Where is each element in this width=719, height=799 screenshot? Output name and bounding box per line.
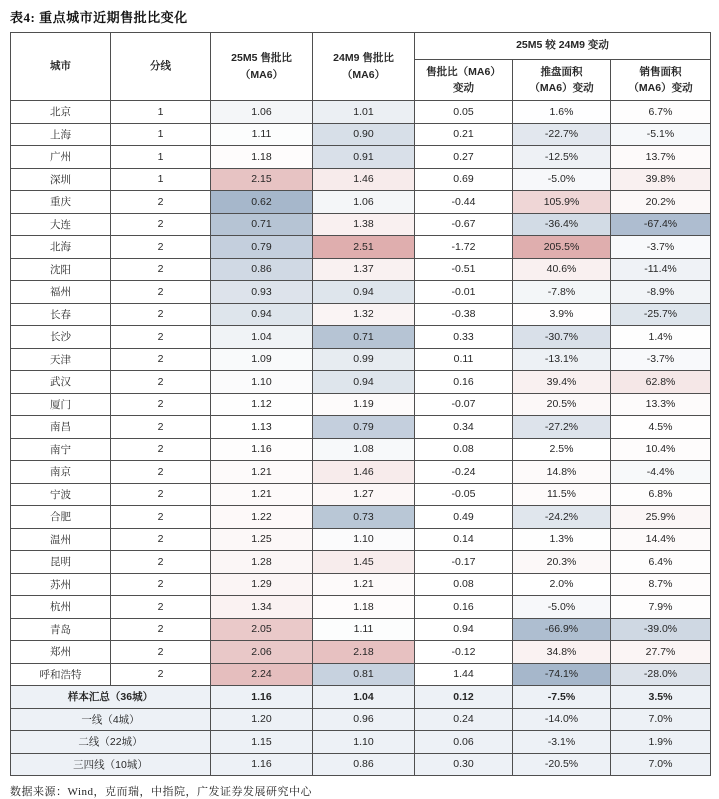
cell-24m9-ratio: 1.45 <box>313 551 415 574</box>
table-header <box>11 33 711 101</box>
cell-24m9-ratio: 0.86 <box>313 753 415 776</box>
cell-25m5-ratio: 1.34 <box>211 596 313 619</box>
cell-city: 呼和浩特 <box>11 663 111 686</box>
cell-summary-label: 一线（4城） <box>11 708 211 731</box>
cell-launch-area-change: -5.0% <box>513 168 611 191</box>
cell-city: 重庆 <box>11 191 111 214</box>
cell-city: 福州 <box>11 281 111 304</box>
cell-tier: 2 <box>111 596 211 619</box>
cell-ratio-change: 0.11 <box>415 348 513 371</box>
cell-launch-area-change: 1.6% <box>513 101 611 124</box>
cell-25m5-ratio: 2.06 <box>211 641 313 664</box>
cell-city: 上海 <box>11 123 111 146</box>
cell-24m9-ratio: 1.01 <box>313 101 415 124</box>
cell-tier: 2 <box>111 326 211 349</box>
cell-tier: 2 <box>111 236 211 259</box>
cell-tier: 2 <box>111 191 211 214</box>
cell-24m9-ratio: 0.94 <box>313 371 415 394</box>
header-line: 25M5 售批比 <box>231 52 292 65</box>
cell-ratio-change: 0.34 <box>415 416 513 439</box>
cell-25m5-ratio: 1.21 <box>211 483 313 506</box>
cell-launch-area-change: 2.5% <box>513 438 611 461</box>
cell-24m9-ratio: 1.18 <box>313 596 415 619</box>
cell-sales-area-change: 13.7% <box>611 146 711 169</box>
cell-city: 郑州 <box>11 641 111 664</box>
cell-sales-area-change: 7.9% <box>611 596 711 619</box>
cell-ratio-change: -0.05 <box>415 483 513 506</box>
cell-ratio-change: -0.01 <box>415 281 513 304</box>
cell-launch-area-change: 39.4% <box>513 371 611 394</box>
cell-25m5-ratio: 1.20 <box>211 708 313 731</box>
cell-25m5-ratio: 1.13 <box>211 416 313 439</box>
cell-ratio-change: -0.12 <box>415 641 513 664</box>
cell-24m9-ratio: 0.79 <box>313 416 415 439</box>
cell-sales-area-change: -39.0% <box>611 618 711 641</box>
table-row <box>11 483 711 506</box>
cell-25m5-ratio: 1.16 <box>211 686 313 709</box>
cell-sales-area-change: 6.8% <box>611 483 711 506</box>
table-row <box>11 641 711 664</box>
table-row <box>11 618 711 641</box>
cell-ratio-change: 0.08 <box>415 573 513 596</box>
cell-24m9-ratio: 1.46 <box>313 168 415 191</box>
col-header-launch-area-change <box>513 60 611 101</box>
cell-sales-area-change: 7.0% <box>611 708 711 731</box>
cell-25m5-ratio: 1.06 <box>211 101 313 124</box>
cell-24m9-ratio: 1.04 <box>313 686 415 709</box>
cell-24m9-ratio: 0.91 <box>313 146 415 169</box>
cell-tier: 2 <box>111 573 211 596</box>
table-row <box>11 663 711 686</box>
cell-24m9-ratio: 0.71 <box>313 326 415 349</box>
cell-ratio-change: -0.38 <box>415 303 513 326</box>
cell-25m5-ratio: 1.09 <box>211 348 313 371</box>
cell-city: 杭州 <box>11 596 111 619</box>
cell-sales-area-change: 25.9% <box>611 506 711 529</box>
cell-city: 沈阳 <box>11 258 111 281</box>
cell-sales-area-change: 39.8% <box>611 168 711 191</box>
cell-sales-area-change: 7.0% <box>611 753 711 776</box>
cell-launch-area-change: -66.9% <box>513 618 611 641</box>
cell-launch-area-change: 1.3% <box>513 528 611 551</box>
cell-sales-area-change: 62.8% <box>611 371 711 394</box>
cell-summary-label: 二线（22城） <box>11 731 211 754</box>
table-row <box>11 281 711 304</box>
cell-sales-area-change: 6.4% <box>611 551 711 574</box>
cell-25m5-ratio: 1.25 <box>211 528 313 551</box>
table-row <box>11 506 711 529</box>
col-header-change-group: 25M5 较 24M9 变动 <box>415 33 711 60</box>
cell-city: 宁波 <box>11 483 111 506</box>
cell-launch-area-change: 3.9% <box>513 303 611 326</box>
table-row <box>11 123 711 146</box>
cell-launch-area-change: -12.5% <box>513 146 611 169</box>
cell-sales-area-change: 20.2% <box>611 191 711 214</box>
cell-city: 南宁 <box>11 438 111 461</box>
cell-sales-area-change: 13.3% <box>611 393 711 416</box>
cell-25m5-ratio: 1.10 <box>211 371 313 394</box>
cell-24m9-ratio: 1.21 <box>313 573 415 596</box>
cell-tier: 2 <box>111 281 211 304</box>
cell-ratio-change: -0.44 <box>415 191 513 214</box>
cell-sales-area-change: -11.4% <box>611 258 711 281</box>
cell-ratio-change: 0.49 <box>415 506 513 529</box>
cell-launch-area-change: 20.5% <box>513 393 611 416</box>
cell-24m9-ratio: 1.32 <box>313 303 415 326</box>
table-title: 表4: 重点城市近期售批比变化 <box>10 10 188 25</box>
cell-ratio-change: 0.05 <box>415 101 513 124</box>
table-row <box>11 101 711 124</box>
table-row <box>11 438 711 461</box>
cell-tier: 2 <box>111 551 211 574</box>
col-header-city: 城市 <box>11 33 111 101</box>
cell-24m9-ratio: 0.94 <box>313 281 415 304</box>
cell-25m5-ratio: 1.16 <box>211 438 313 461</box>
cell-25m5-ratio: 1.16 <box>211 753 313 776</box>
cell-24m9-ratio: 2.18 <box>313 641 415 664</box>
cell-ratio-change: 0.24 <box>415 708 513 731</box>
cell-launch-area-change: 2.0% <box>513 573 611 596</box>
cell-25m5-ratio: 1.12 <box>211 393 313 416</box>
cell-24m9-ratio: 1.19 <box>313 393 415 416</box>
cell-ratio-change: -0.51 <box>415 258 513 281</box>
table-row <box>11 371 711 394</box>
cell-25m5-ratio: 0.79 <box>211 236 313 259</box>
cell-tier: 2 <box>111 303 211 326</box>
cell-city: 广州 <box>11 146 111 169</box>
header-line: 销售面积 <box>639 65 682 78</box>
cell-24m9-ratio: 0.90 <box>313 123 415 146</box>
cell-launch-area-change: -5.0% <box>513 596 611 619</box>
cell-tier: 2 <box>111 393 211 416</box>
col-header-tier: 分线 <box>111 33 211 101</box>
cell-25m5-ratio: 2.05 <box>211 618 313 641</box>
cell-25m5-ratio: 0.62 <box>211 191 313 214</box>
cell-25m5-ratio: 2.15 <box>211 168 313 191</box>
cell-sales-area-change: 14.4% <box>611 528 711 551</box>
cell-launch-area-change: -27.2% <box>513 416 611 439</box>
city-ratio-table <box>10 32 711 776</box>
col-header-25m5 <box>211 33 313 101</box>
cell-ratio-change: 0.27 <box>415 146 513 169</box>
table-row <box>11 573 711 596</box>
cell-25m5-ratio: 0.71 <box>211 213 313 236</box>
cell-25m5-ratio: 2.24 <box>211 663 313 686</box>
cell-launch-area-change: -24.2% <box>513 506 611 529</box>
cell-tier: 2 <box>111 483 211 506</box>
cell-launch-area-change: -30.7% <box>513 326 611 349</box>
cell-24m9-ratio: 1.08 <box>313 438 415 461</box>
cell-24m9-ratio: 0.73 <box>313 506 415 529</box>
cell-city: 武汉 <box>11 371 111 394</box>
header-line: 推盘面积 <box>540 65 583 78</box>
header-line: 售批比（MA6） <box>426 65 501 78</box>
cell-city: 北京 <box>11 101 111 124</box>
cell-sales-area-change: 6.7% <box>611 101 711 124</box>
col-header-ratio-change <box>415 60 513 101</box>
cell-25m5-ratio: 1.22 <box>211 506 313 529</box>
cell-tier: 2 <box>111 461 211 484</box>
cell-ratio-change: 0.12 <box>415 686 513 709</box>
cell-tier: 2 <box>111 371 211 394</box>
cell-sales-area-change: -28.0% <box>611 663 711 686</box>
cell-launch-area-change: -7.5% <box>513 686 611 709</box>
cell-tier: 2 <box>111 618 211 641</box>
cell-tier: 2 <box>111 506 211 529</box>
cell-ratio-change: -0.07 <box>415 393 513 416</box>
cell-launch-area-change: 34.8% <box>513 641 611 664</box>
cell-25m5-ratio: 1.04 <box>211 326 313 349</box>
header-line: （MA6）变动 <box>628 82 693 94</box>
cell-tier: 2 <box>111 641 211 664</box>
table-row <box>11 191 711 214</box>
table-row <box>11 326 711 349</box>
cell-launch-area-change: -36.4% <box>513 213 611 236</box>
cell-sales-area-change: 27.7% <box>611 641 711 664</box>
header-line: （MA6）变动 <box>529 82 594 94</box>
cell-25m5-ratio: 1.28 <box>211 551 313 574</box>
table-row <box>11 551 711 574</box>
cell-tier: 2 <box>111 438 211 461</box>
cell-launch-area-change: 205.5% <box>513 236 611 259</box>
table-row <box>11 213 711 236</box>
summary-row <box>11 753 711 776</box>
cell-24m9-ratio: 1.38 <box>313 213 415 236</box>
cell-25m5-ratio: 0.86 <box>211 258 313 281</box>
cell-ratio-change: 0.33 <box>415 326 513 349</box>
cell-sales-area-change: -8.9% <box>611 281 711 304</box>
table-row <box>11 236 711 259</box>
table-row <box>11 461 711 484</box>
cell-city: 北海 <box>11 236 111 259</box>
cell-ratio-change: 0.06 <box>415 731 513 754</box>
cell-tier: 2 <box>111 348 211 371</box>
cell-ratio-change: 0.16 <box>415 371 513 394</box>
cell-24m9-ratio: 0.96 <box>313 708 415 731</box>
col-header-24m9 <box>313 33 415 101</box>
cell-sales-area-change: -67.4% <box>611 213 711 236</box>
cell-city: 南京 <box>11 461 111 484</box>
cell-tier: 1 <box>111 123 211 146</box>
cell-launch-area-change: -14.0% <box>513 708 611 731</box>
cell-launch-area-change: -20.5% <box>513 753 611 776</box>
cell-launch-area-change: 40.6% <box>513 258 611 281</box>
cell-24m9-ratio: 0.81 <box>313 663 415 686</box>
cell-summary-label: 样本汇总（36城） <box>11 686 211 709</box>
cell-launch-area-change: 20.3% <box>513 551 611 574</box>
cell-24m9-ratio: 0.99 <box>313 348 415 371</box>
cell-24m9-ratio: 1.37 <box>313 258 415 281</box>
col-header-sales-area-change <box>611 60 711 101</box>
cell-launch-area-change: 14.8% <box>513 461 611 484</box>
summary-row <box>11 686 711 709</box>
cell-24m9-ratio: 1.27 <box>313 483 415 506</box>
cell-launch-area-change: -7.8% <box>513 281 611 304</box>
cell-city: 合肥 <box>11 506 111 529</box>
cell-25m5-ratio: 0.94 <box>211 303 313 326</box>
cell-summary-label: 三四线（10城） <box>11 753 211 776</box>
cell-ratio-change: -0.24 <box>415 461 513 484</box>
cell-25m5-ratio: 0.93 <box>211 281 313 304</box>
cell-launch-area-change: -3.1% <box>513 731 611 754</box>
cell-city: 苏州 <box>11 573 111 596</box>
cell-tier: 2 <box>111 416 211 439</box>
cell-ratio-change: 0.16 <box>415 596 513 619</box>
cell-city: 长沙 <box>11 326 111 349</box>
header-line: （MA6） <box>341 68 386 81</box>
cell-tier: 1 <box>111 101 211 124</box>
cell-city: 青岛 <box>11 618 111 641</box>
cell-tier: 2 <box>111 528 211 551</box>
cell-sales-area-change: -3.7% <box>611 236 711 259</box>
cell-tier: 2 <box>111 258 211 281</box>
cell-sales-area-change: 8.7% <box>611 573 711 596</box>
cell-24m9-ratio: 2.51 <box>313 236 415 259</box>
table-row <box>11 596 711 619</box>
cell-city: 厦门 <box>11 393 111 416</box>
cell-25m5-ratio: 1.29 <box>211 573 313 596</box>
cell-ratio-change: 0.14 <box>415 528 513 551</box>
cell-launch-area-change: -74.1% <box>513 663 611 686</box>
cell-25m5-ratio: 1.15 <box>211 731 313 754</box>
summary-row <box>11 731 711 754</box>
table-row <box>11 348 711 371</box>
cell-ratio-change: -0.17 <box>415 551 513 574</box>
table-row <box>11 393 711 416</box>
cell-ratio-change: 1.44 <box>415 663 513 686</box>
cell-24m9-ratio: 1.46 <box>313 461 415 484</box>
cell-city: 温州 <box>11 528 111 551</box>
cell-tier: 1 <box>111 146 211 169</box>
cell-launch-area-change: 11.5% <box>513 483 611 506</box>
cell-launch-area-change: 105.9% <box>513 191 611 214</box>
table-body <box>11 101 711 776</box>
summary-row <box>11 708 711 731</box>
cell-sales-area-change: 10.4% <box>611 438 711 461</box>
header-line: 变动 <box>453 82 474 94</box>
cell-sales-area-change: -5.1% <box>611 123 711 146</box>
table-row <box>11 528 711 551</box>
cell-24m9-ratio: 1.10 <box>313 528 415 551</box>
cell-25m5-ratio: 1.11 <box>211 123 313 146</box>
cell-tier: 2 <box>111 213 211 236</box>
cell-ratio-change: -1.72 <box>415 236 513 259</box>
cell-sales-area-change: 1.9% <box>611 731 711 754</box>
table-row <box>11 416 711 439</box>
cell-city: 南昌 <box>11 416 111 439</box>
cell-sales-area-change: -25.7% <box>611 303 711 326</box>
cell-sales-area-change: 3.5% <box>611 686 711 709</box>
cell-city: 深圳 <box>11 168 111 191</box>
cell-24m9-ratio: 1.06 <box>313 191 415 214</box>
cell-ratio-change: 0.94 <box>415 618 513 641</box>
header-line: （MA6） <box>239 68 284 81</box>
cell-sales-area-change: -4.4% <box>611 461 711 484</box>
table-row <box>11 146 711 169</box>
cell-tier: 1 <box>111 168 211 191</box>
table-row <box>11 303 711 326</box>
cell-sales-area-change: 4.5% <box>611 416 711 439</box>
cell-24m9-ratio: 1.10 <box>313 731 415 754</box>
cell-city: 天津 <box>11 348 111 371</box>
cell-24m9-ratio: 1.11 <box>313 618 415 641</box>
table-row <box>11 168 711 191</box>
data-source-note: 数据来源：Wind，克而瑞，中指院，广发证券发展研究中心 <box>10 786 312 798</box>
cell-launch-area-change: -22.7% <box>513 123 611 146</box>
cell-launch-area-change: -13.1% <box>513 348 611 371</box>
table-row <box>11 258 711 281</box>
cell-ratio-change: -0.67 <box>415 213 513 236</box>
cell-city: 大连 <box>11 213 111 236</box>
cell-ratio-change: 0.69 <box>415 168 513 191</box>
cell-25m5-ratio: 1.18 <box>211 146 313 169</box>
cell-ratio-change: 0.21 <box>415 123 513 146</box>
cell-city: 长春 <box>11 303 111 326</box>
header-line: 24M9 售批比 <box>333 52 394 65</box>
cell-ratio-change: 0.30 <box>415 753 513 776</box>
cell-city: 昆明 <box>11 551 111 574</box>
cell-25m5-ratio: 1.21 <box>211 461 313 484</box>
cell-ratio-change: 0.08 <box>415 438 513 461</box>
cell-sales-area-change: 1.4% <box>611 326 711 349</box>
cell-tier: 2 <box>111 663 211 686</box>
cell-sales-area-change: -3.7% <box>611 348 711 371</box>
